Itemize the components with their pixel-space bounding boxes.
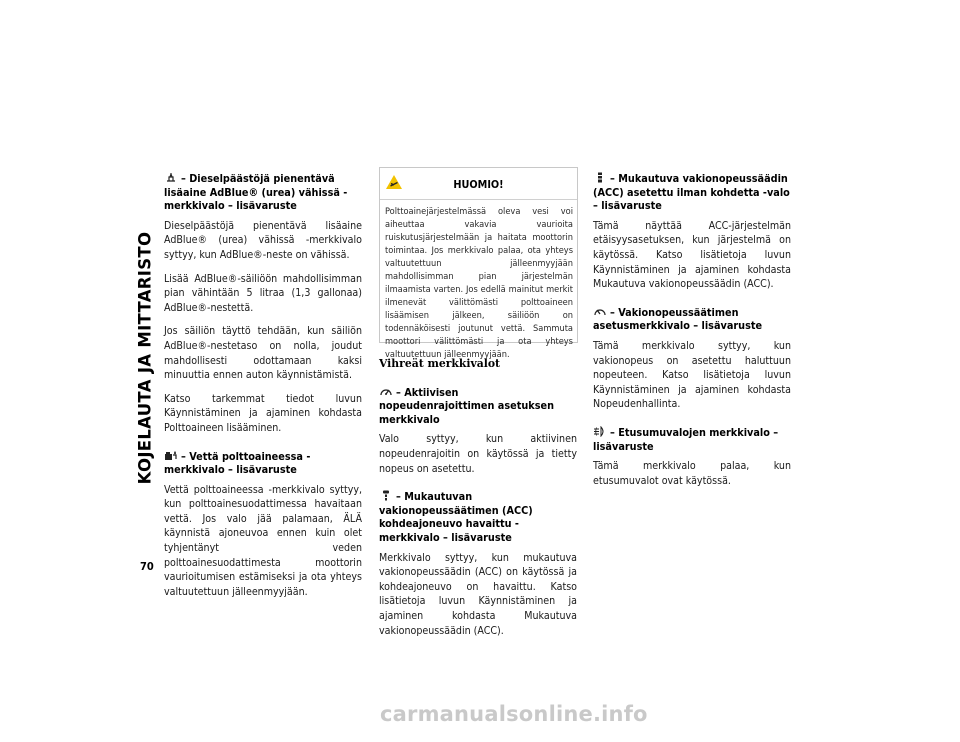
paragraph: Lisää AdBlue®-säiliöön mahdollisimman pian vähintään 5 litraa (1,3 gallonaa) AdBlue®-nestettä. bbox=[164, 272, 362, 314]
section-front-fog bbox=[593, 426, 791, 488]
section-title: – Etusumuvalojen merkkivalo – lisävaruste bbox=[593, 425, 779, 453]
speed-limiter-icon bbox=[379, 386, 393, 397]
paragraph: Jos säiliön täyttö tehdään, kun säiliön AdBlue®-nestetaso on nolla, joudut mahdollisesti odottamaan kaksi minuuttia ennen auton käynnistämistä. bbox=[164, 325, 362, 382]
paragraph: Katso tarkemmat tiedot luvun Käynnistäminen ja ajaminen kohdasta Polttoaineen lisääminen. bbox=[164, 392, 362, 434]
paragraph: Tämä merkkivalo palaa, kun etusumuvalot ovat käytössä. bbox=[593, 460, 791, 487]
section-adblue bbox=[164, 172, 362, 436]
green-indicators-heading: Vihreät merkkivalot bbox=[379, 357, 501, 370]
section-title: – Mukautuvan vakionopeussäätimen (ACC) kohdeajoneuvo havaittu -merkkivalo – lisävaruste bbox=[379, 490, 533, 544]
acc-no-target-icon bbox=[593, 172, 607, 183]
column-right bbox=[593, 172, 791, 502]
adblue-low-icon bbox=[164, 172, 178, 183]
cruise-set-icon bbox=[593, 306, 607, 317]
section-title: – Vakionopeussäätimen asetusmerkkivalo – lisävaruste bbox=[593, 305, 763, 333]
notice-text: Polttoainejärjestelmässä oleva vesi voi aiheuttaa vakavia vaurioita ruiskutusjärjestelmään ja haitata moottorin toimintaa. Jos merkkivalo palaa, ota yhteys valtuutettuun jälleenmyyjään mahdollisimman pian järjestelmän ilmaamista varten. Jos edellä mainitut merkit ilmenevät välittömästi polttoaineen lisäämisen jälkeen, säiliöön on todennäköisesti joutunut vettä. Sammuta moottori välittömästi ja ota yhteys valtuutettuun jälleenmyyjään. bbox=[385, 206, 573, 360]
paragraph: Valo syttyy, kun aktiivinen nopeudenrajoitin on käytössä ja tietty nopeus on asetettu. bbox=[379, 433, 577, 475]
section-title: – Dieselpäästöjä pienentävä lisäaine AdBlue® (urea) vähissä -merkkivalo – lisävaruste bbox=[164, 172, 348, 213]
section-title: – Aktiivisen nopeudenrajoittimen asetuksen merkkivalo bbox=[379, 385, 555, 426]
column-middle bbox=[379, 357, 577, 652]
column-left bbox=[164, 172, 362, 613]
notice-title: HUOMIO! bbox=[453, 178, 504, 191]
sidebar-chapter-title: KOJELAUTA JA MITTARISTO bbox=[135, 231, 155, 485]
section-title: – Vettä polttoaineessa -merkkivalo – lisävaruste bbox=[164, 449, 311, 477]
section-speed-limiter bbox=[379, 386, 577, 477]
section-title: – Mukautuva vakionopeussäädin (ACC) asetettu ilman kohdetta -valo – lisävaruste bbox=[593, 172, 790, 213]
section-acc-no-target bbox=[593, 172, 791, 292]
paragraph: Merkkivalo syttyy, kun mukautuva vakionopeussäädin (ACC) on käytössä ja kohdeajoneuvo on havaittu. Katso lisätietoja luvun Käynnistäminen ja ajaminen kohdasta Mukautuva vakionopeussäädin (ACC). bbox=[379, 551, 577, 637]
page-number: 70 bbox=[140, 560, 154, 573]
notice-header bbox=[380, 168, 577, 200]
caution-notice bbox=[379, 167, 578, 360]
section-acc-target bbox=[379, 490, 577, 638]
section-water-in-fuel bbox=[164, 450, 362, 600]
paragraph: Tämä merkkivalo syttyy, kun vakionopeus on asetettu haluttuun nopeuteen. Katso lisätietoja luvun Käynnistäminen ja ajaminen kohdasta Nopeudenhallinta. bbox=[593, 339, 791, 411]
acc-target-detected-icon bbox=[379, 490, 393, 501]
paragraph: Vettä polttoaineessa -merkkivalo syttyy, kun polttoainesuodattimessa havaitaan vettä. Jos valo jää palamaan, ÄLÄ käynnistä ajoneuvoa ennen kuin olet tyhjentänyt veden polttoainesuodattimesta moottorin vaurioitumisen estämiseksi ja ota yhteys valtuutettuun jälleenmyyjään. bbox=[164, 483, 362, 598]
paragraph: Dieselpäästöjä pienentävä lisäaine AdBlue® (urea) vähissä -merkkivalo syttyy, kun AdBlue®-neste on vähissä. bbox=[164, 219, 362, 261]
paragraph: Tämä näyttää ACC-järjestelmän etäisyysasetuksen, kun järjestelmä on käytössä. Katso lisätietoja luvun Käynnistäminen ja ajaminen kohdasta Mukautuva vakionopeussäädin (ACC). bbox=[593, 219, 791, 291]
front-fog-icon bbox=[593, 426, 607, 437]
section-cruise-set bbox=[593, 306, 791, 412]
watermark: carmanualsonline.info bbox=[380, 702, 648, 726]
water-in-fuel-icon bbox=[164, 450, 178, 461]
